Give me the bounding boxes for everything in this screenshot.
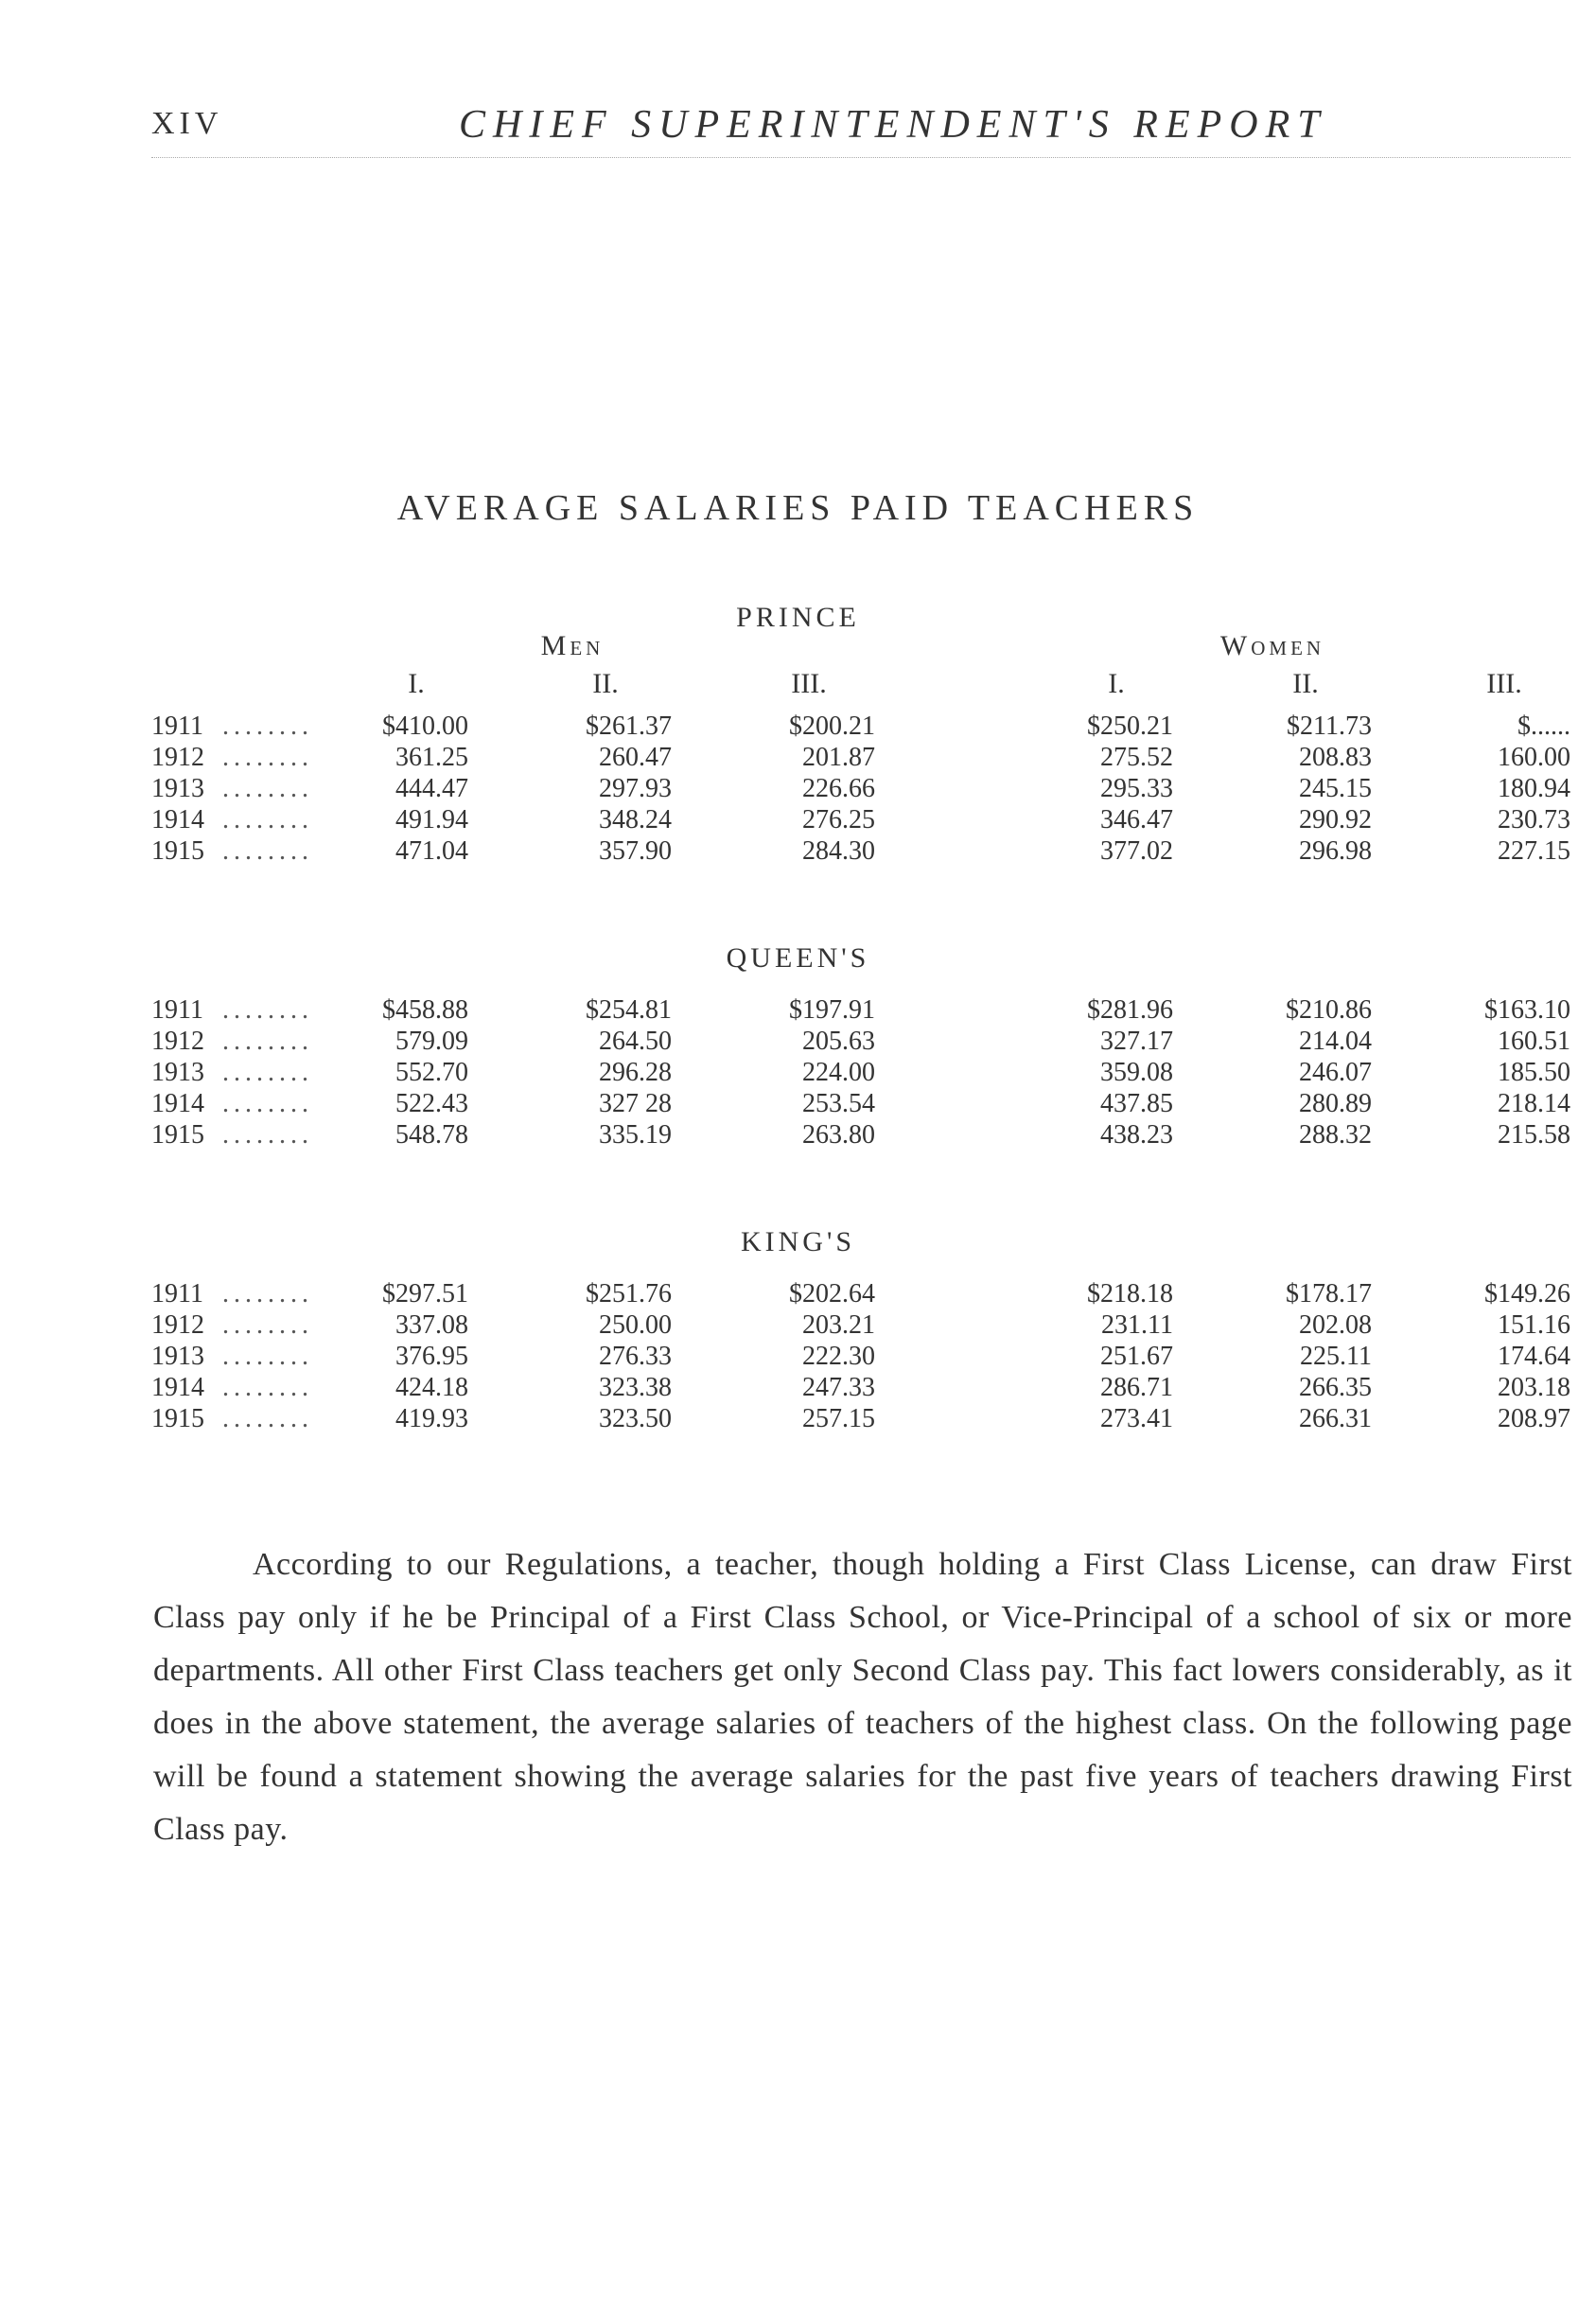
- class-heading-women-2: II.: [1292, 668, 1319, 699]
- year-cell: 1915: [151, 836, 204, 866]
- table-row: [0, 1310, 1596, 1341]
- table-row: [0, 1089, 1596, 1119]
- table-row: [0, 1404, 1596, 1434]
- table-row: [0, 995, 1596, 1026]
- leader-dots: ........: [222, 1089, 313, 1118]
- leader-dots: ........: [222, 1279, 313, 1309]
- year-cell: 1912: [151, 743, 204, 772]
- value-cell: 295.33: [1100, 774, 1173, 803]
- leader-dots: ........: [222, 1058, 313, 1087]
- leader-dots: ........: [222, 805, 313, 834]
- class-heading-men-3: III.: [791, 668, 827, 699]
- value-cell: 286.71: [1100, 1373, 1173, 1402]
- value-cell: $197.91: [789, 995, 875, 1025]
- header-rule: [151, 157, 1570, 158]
- value-cell: 230.73: [1498, 805, 1570, 834]
- value-cell: 361.25: [395, 743, 468, 772]
- value-cell: 296.28: [599, 1058, 672, 1087]
- value-cell: 297.93: [599, 774, 672, 803]
- class-heading-women-1: I.: [1108, 668, 1125, 699]
- year-cell: 1913: [151, 1342, 204, 1371]
- value-cell: 327 28: [599, 1089, 672, 1118]
- value-cell: 424.18: [395, 1373, 468, 1402]
- value-cell: 275.52: [1100, 743, 1173, 772]
- value-cell: $211.73: [1287, 711, 1372, 741]
- value-cell: 276.33: [599, 1342, 672, 1371]
- value-cell: 437.85: [1100, 1089, 1173, 1118]
- value-cell: 491.94: [395, 805, 468, 834]
- section-title-queens: QUEEN'S: [726, 942, 870, 974]
- value-cell: 174.64: [1498, 1342, 1570, 1371]
- value-cell: 201.87: [802, 743, 875, 772]
- value-cell: 276.25: [802, 805, 875, 834]
- value-cell: $178.17: [1286, 1279, 1372, 1309]
- value-cell: 203.21: [802, 1310, 875, 1340]
- leader-dots: ........: [222, 743, 313, 772]
- year-cell: 1914: [151, 1089, 204, 1118]
- value-cell: 419.93: [395, 1404, 468, 1433]
- year-cell: 1911: [151, 711, 203, 741]
- value-cell: 348.24: [599, 805, 672, 834]
- value-cell: 260.47: [599, 743, 672, 772]
- value-cell: 266.35: [1299, 1373, 1372, 1402]
- value-cell: $297.51: [382, 1279, 468, 1309]
- leader-dots: ........: [222, 1342, 313, 1371]
- class-heading-women-3: III.: [1486, 668, 1522, 699]
- value-cell: 208.97: [1498, 1404, 1570, 1433]
- value-cell: 203.18: [1498, 1373, 1570, 1402]
- value-cell: 357.90: [599, 836, 672, 866]
- value-cell: 180.94: [1498, 774, 1570, 803]
- table-row: [0, 743, 1596, 773]
- value-cell: 263.80: [802, 1120, 875, 1150]
- value-cell: $149.26: [1484, 1279, 1570, 1309]
- value-cell: $218.18: [1087, 1279, 1173, 1309]
- value-cell: 266.31: [1299, 1404, 1372, 1433]
- value-cell: 253.54: [802, 1089, 875, 1118]
- value-cell: 231.11: [1101, 1310, 1173, 1340]
- table-row: [0, 1027, 1596, 1057]
- table-row: [0, 774, 1596, 804]
- year-cell: 1914: [151, 1373, 204, 1402]
- value-cell: 359.08: [1100, 1058, 1173, 1087]
- value-cell: $......: [1517, 711, 1570, 741]
- value-cell: 226.66: [802, 774, 875, 803]
- value-cell: 438.23: [1100, 1120, 1173, 1150]
- table-row: [0, 1373, 1596, 1403]
- value-cell: 337.08: [395, 1310, 468, 1340]
- value-cell: $250.21: [1087, 711, 1173, 741]
- value-cell: 548.78: [395, 1120, 468, 1150]
- value-cell: 284.30: [802, 836, 875, 866]
- value-cell: $202.64: [789, 1279, 875, 1309]
- leader-dots: ........: [222, 995, 313, 1025]
- table-row: [0, 1279, 1596, 1309]
- table-row: [0, 1058, 1596, 1088]
- value-cell: 471.04: [395, 836, 468, 866]
- value-cell: 290.92: [1299, 805, 1372, 834]
- table-row: [0, 1342, 1596, 1372]
- year-cell: 1913: [151, 774, 204, 803]
- value-cell: $210.86: [1286, 995, 1372, 1025]
- year-cell: 1915: [151, 1404, 204, 1433]
- leader-dots: ........: [222, 1404, 313, 1433]
- year-cell: 1915: [151, 1120, 204, 1150]
- running-head: [151, 103, 1570, 163]
- value-cell: 214.04: [1299, 1027, 1372, 1056]
- year-cell: 1913: [151, 1058, 204, 1087]
- class-heading-men-2: II.: [592, 668, 619, 699]
- value-cell: 202.08: [1299, 1310, 1372, 1340]
- year-cell: 1912: [151, 1027, 204, 1056]
- value-cell: 185.50: [1498, 1058, 1570, 1087]
- value-cell: 376.95: [395, 1342, 468, 1371]
- value-cell: 552.70: [395, 1058, 468, 1087]
- value-cell: 257.15: [802, 1404, 875, 1433]
- year-cell: 1914: [151, 805, 204, 834]
- value-cell: 323.50: [599, 1404, 672, 1433]
- value-cell: 264.50: [599, 1027, 672, 1056]
- value-cell: 327.17: [1100, 1027, 1173, 1056]
- value-cell: 245.15: [1299, 774, 1372, 803]
- leader-dots: ........: [222, 711, 313, 741]
- leader-dots: ........: [222, 836, 313, 866]
- year-cell: 1912: [151, 1310, 204, 1340]
- value-cell: 335.19: [599, 1120, 672, 1150]
- value-cell: 273.41: [1100, 1404, 1173, 1433]
- group-heading-women: Women: [1219, 630, 1325, 661]
- value-cell: 288.32: [1299, 1120, 1372, 1150]
- value-cell: $163.10: [1484, 995, 1570, 1025]
- year-cell: 1911: [151, 1279, 203, 1309]
- leader-dots: ........: [222, 1373, 313, 1402]
- value-cell: 346.47: [1100, 805, 1173, 834]
- value-cell: 444.47: [395, 774, 468, 803]
- value-cell: 215.58: [1498, 1120, 1570, 1150]
- year-cell: 1911: [151, 995, 203, 1025]
- class-heading-men-1: I.: [408, 668, 425, 699]
- value-cell: 246.07: [1299, 1058, 1372, 1087]
- value-cell: 160.00: [1498, 743, 1570, 772]
- value-cell: 222.30: [802, 1342, 875, 1371]
- value-cell: 227.15: [1498, 836, 1570, 866]
- value-cell: 208.83: [1299, 743, 1372, 772]
- value-cell: 218.14: [1498, 1089, 1570, 1118]
- value-cell: $254.81: [586, 995, 672, 1025]
- value-cell: $261.37: [586, 711, 672, 741]
- value-cell: 377.02: [1100, 836, 1173, 866]
- value-cell: 579.09: [395, 1027, 468, 1056]
- leader-dots: ........: [222, 1027, 313, 1056]
- page-number: XIV: [151, 106, 223, 141]
- value-cell: 151.16: [1498, 1310, 1570, 1340]
- leader-dots: ........: [222, 1120, 313, 1150]
- leader-dots: ........: [222, 1310, 313, 1340]
- value-cell: 225.11: [1300, 1342, 1372, 1371]
- table-row: [0, 836, 1596, 867]
- value-cell: 205.63: [802, 1027, 875, 1056]
- value-cell: 250.00: [599, 1310, 672, 1340]
- running-title: CHIEF SUPERINTENDENT'S REPORT: [459, 103, 1327, 147]
- value-cell: 251.67: [1100, 1342, 1173, 1371]
- value-cell: 160.51: [1498, 1027, 1570, 1056]
- value-cell: $251.76: [586, 1279, 672, 1309]
- group-heading-men: Men: [540, 630, 605, 661]
- value-cell: $281.96: [1087, 995, 1173, 1025]
- value-cell: 224.00: [802, 1058, 875, 1087]
- value-cell: $410.00: [382, 711, 468, 741]
- table-row: [0, 805, 1596, 835]
- table-title: AVERAGE SALARIES PAID TEACHERS: [396, 488, 1200, 528]
- value-cell: $200.21: [789, 711, 875, 741]
- value-cell: 280.89: [1299, 1089, 1372, 1118]
- value-cell: 522.43: [395, 1089, 468, 1118]
- section-title-kings: KING'S: [740, 1226, 856, 1257]
- table-row: [0, 711, 1596, 742]
- body-paragraph: According to our Regulations, a teacher, though holding a First Class License, can draw First Class pay only if he be Principal of a First Class School, or Vice-Principal of a school of six or more departments. All other First Class teachers get only Second Class pay. This fact lowers considerably, as it does in the above statement, the average salaries of teachers of the highest class. On the following page will be found a statement showing the average salaries for the past five years of teachers drawing First Class pay.: [153, 1547, 1572, 1847]
- value-cell: $458.88: [382, 995, 468, 1025]
- leader-dots: ........: [222, 774, 313, 803]
- table-row: [0, 1120, 1596, 1150]
- section-title-prince: PRINCE: [736, 602, 860, 633]
- value-cell: 296.98: [1299, 836, 1372, 866]
- value-cell: 247.33: [802, 1373, 875, 1402]
- value-cell: 323.38: [599, 1373, 672, 1402]
